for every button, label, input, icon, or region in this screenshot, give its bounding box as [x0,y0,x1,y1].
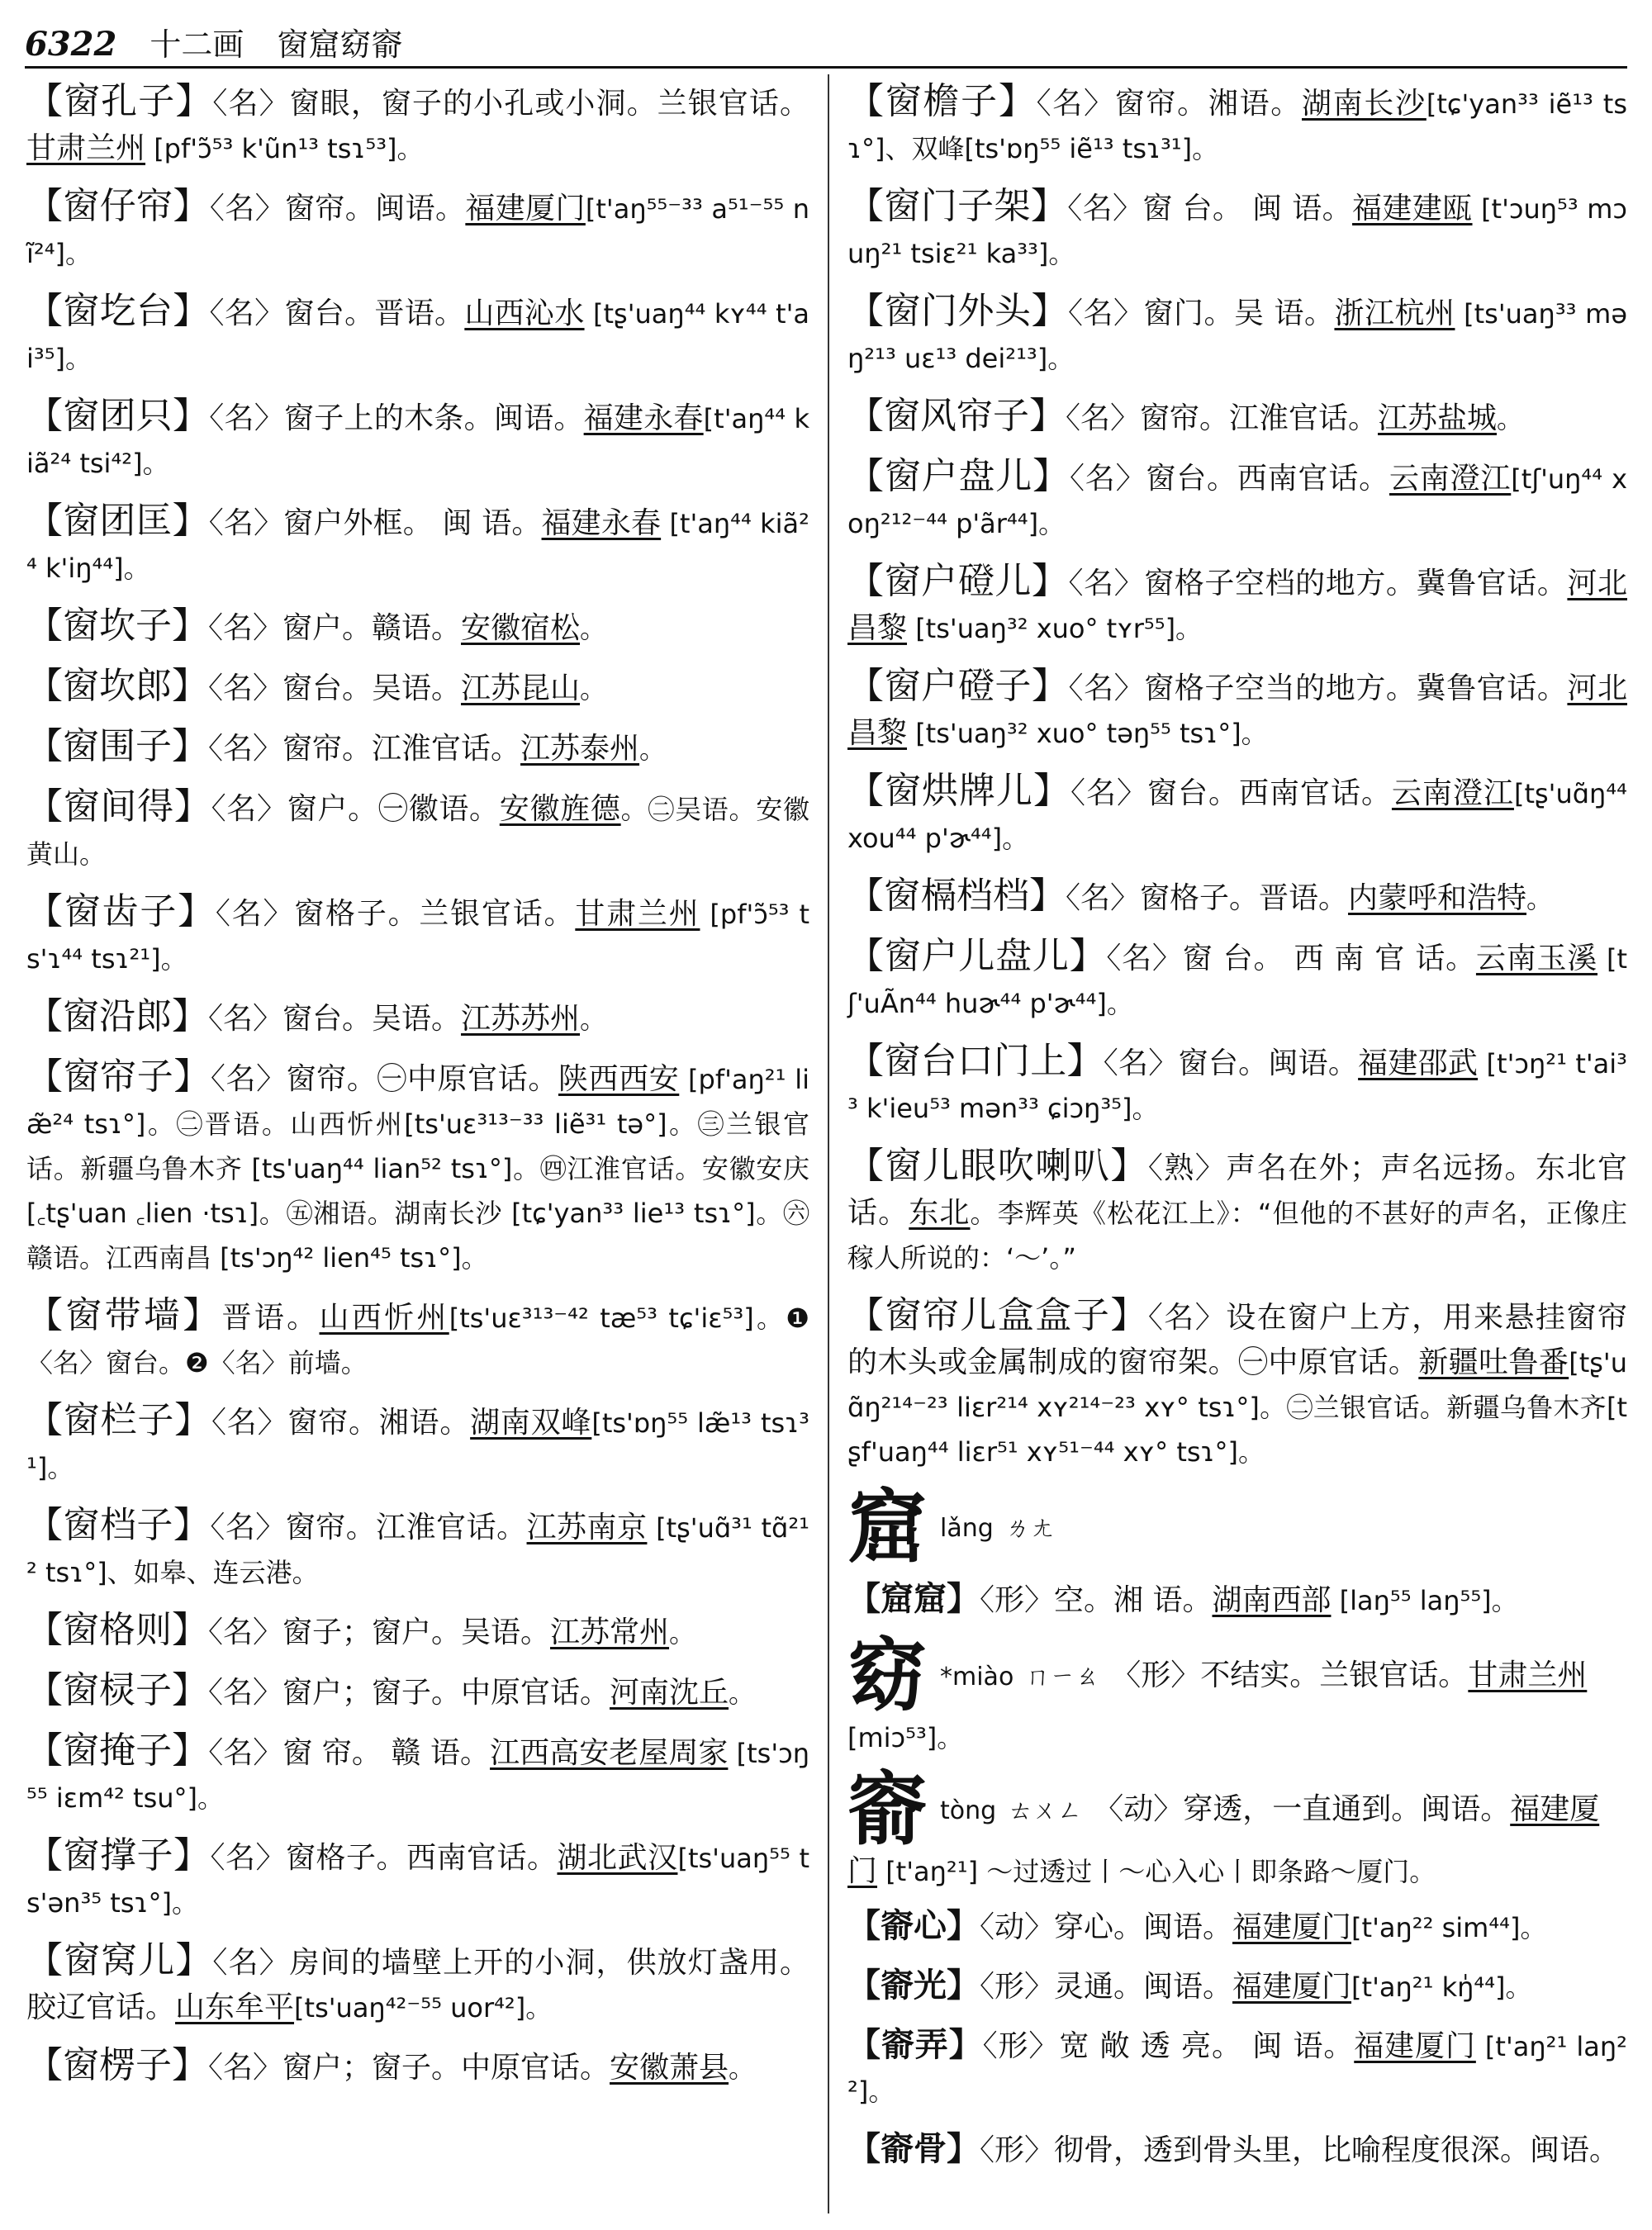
entry-definition: 〈名〉窗格子。兰银官话。 [215,897,576,931]
column-divider [828,74,829,2213]
section-label: 十二画 [150,26,244,64]
dict-entry [847,2127,1627,2173]
entry-definition: 〈名〉窗台。西南官话。 [1070,776,1392,810]
entry-place: 云南澄江 [1389,462,1512,496]
dict-entry [847,559,1627,651]
entry-definition: 〈名〉窗帘。江淮官话。 [210,1511,527,1544]
entry-headword: 【窗户磴子】 [847,665,1069,707]
entry-headword: 【窗团匡】 [26,500,209,542]
entry-place: 江苏南京 [526,1511,648,1544]
entry-pronunciation: [tʂ'uɑ̃³¹ tɑ̃²¹² tsɿ°]、如皋、连云港。 [26,1512,809,1588]
entry-pronunciation: [pf'aŋ²¹ liæ̃²⁴ tsɿ°]。㊁晋语。山西忻州[ts'uɛ³¹³⁻³³ liẽ³¹ tə°]。㊂兰银官话。新疆乌鲁木齐 [ts'uaŋ⁴⁴ lian⁵² tsɿ°]。㊃江淮官话。安徽安庆 [꜀tʂ'uan ꜀lien ·tsɿ]。㊄湘语。湖南长沙 [tɕ'yan³³ lie¹³ tsɿ°]。㊅赣语。江西南昌 [ts'ɔŋ⁴² lien⁴⁵ tsɿ°]。 [26,1064,809,1274]
entry-place: 福建厦门 [847,1792,1600,1888]
entry-place: 河北昌黎 [847,671,1627,750]
dict-entry [847,1904,1627,1950]
dict-entry [26,1668,809,1715]
dict-entry [847,1577,1627,1623]
dict-entry [847,1144,1627,1280]
dict-entry [847,289,1627,381]
entry-pronunciation: [t'ɔuŋ⁵³ mɔuŋ²¹ tsiɛ²¹ ka³³]。 [847,193,1627,269]
entry-headword: 【窗栏子】 [26,1399,211,1441]
entry-place: 河南沈丘 [610,1676,729,1710]
entry-headword: 【窗帘子】 [26,1056,211,1098]
entry-pronunciation: [tʃ'uÃn⁴⁴ huɚ⁴⁴ p'ɚ⁴⁴]。 [847,943,1628,1019]
left-column [26,79,809,2104]
character-heading-tong [847,1763,1627,1894]
entry-pronunciation: 。李辉英《松花江上》：“但他的不甚好的声名，正像庄稼人所说的：‘～’。” [847,1198,1627,1274]
entry-place: 福建永春 [583,401,704,435]
entry-definition: 〈形〉空。湘 语。 [980,1583,1213,1617]
entry-headword: 【窬光】 [847,1967,980,2005]
entry-place: 山西沁水 [464,297,585,330]
dict-entry [26,1834,809,1925]
entry-pronunciation: 。 [1497,403,1524,434]
entry-pronunciation: 。 [729,2052,756,2084]
entry-headword: 【窗撑子】 [26,1834,211,1877]
entry-place: 福建建瓯 [1352,192,1473,225]
header-chars: 窗窟窈窬 [277,26,403,64]
entry-headword: 【窬弄】 [847,2026,983,2064]
right-column [847,79,1627,2186]
entry-definition: 〈名〉窗门。吴 语。 [1068,297,1335,330]
entry-definition: 〈名〉窗户。㊀徽语。 [211,792,500,826]
entry-headword: 【窟窟】 [847,1580,980,1618]
entry-place: 江西高安老屋周家 [490,1736,729,1770]
header-rule [25,66,1627,69]
entry-headword: 【窗户儿盘儿】 [847,935,1107,977]
entry-definition: 〈动〉穿心。闽语。 [980,1910,1233,1944]
pinyin: *miào [940,1663,1014,1691]
dict-entry [847,769,1627,861]
entry-definition: 〈名〉窗格子空当的地方。冀鲁官话。 [1068,671,1568,705]
entry-headword: 【窗围子】 [26,725,208,767]
entry-definition: 〈名〉窗户。赣语。 [208,611,462,645]
dict-entry [847,934,1627,1026]
dict-entry [26,1398,809,1490]
entry-pronunciation: [tʂ'uɑ̃ŋ⁴⁴ xou⁴⁴ p'ɚ⁴⁴]。 [847,778,1627,854]
entry-place: 湖南双峰 [470,1406,592,1440]
zhuyin: ㄊㄨㄥ [1008,1796,1083,1825]
entry-definition: 〈名〉窗格子。晋语。 [1066,881,1349,915]
entry-pronunciation: [ts'uaŋ⁵⁵ ts'ən³⁵ tsɿ°]。 [26,1843,809,1919]
entry-definition: 〈名〉窗 帘。 赣 语。 [208,1736,491,1770]
entry-place: 陕西西安 [558,1062,680,1096]
dict-entry [847,394,1627,441]
entry-pronunciation: [t'aŋ⁵⁵⁻³³ a⁵¹⁻⁵⁵ nĩ²⁴]。 [26,193,809,269]
entry-definition: 〈名〉窗帘。㊀中原官话。 [210,1062,558,1096]
page-number: 6322 [25,25,117,64]
dict-entry [26,1293,809,1385]
entry-definition: 〈名〉窗眼，窗子的小孔或小洞。兰银官话。 [212,87,809,121]
dict-entry [847,184,1627,276]
entry-headword: 【窗团只】 [26,395,210,437]
entry-headword: 【窗掩子】 [26,1729,209,1772]
entry-pronunciation: [pf'ɔ̃⁵³ k'ũn¹³ tsɿ⁵³]。 [145,133,424,164]
entry-definition: 〈名〉窗格子空档的地方。冀鲁官话。 [1068,567,1568,600]
dict-entry [26,1055,809,1280]
entry-headword: 【窬骨】 [847,2130,980,2168]
pinyin: tòng [940,1796,997,1825]
entry-pronunciation: [t'aŋ⁴⁴ kiã²⁴ k'iŋ⁴⁴]。 [26,508,809,584]
dict-entry [26,499,809,591]
entry-place: 福建厦门 [1232,1910,1352,1944]
entry-pronunciation: [ts'uaŋ³³ məŋ²¹³ uɛ¹³ dei²¹³]。 [847,298,1627,374]
entry-headword: 【窗门子架】 [847,185,1068,227]
entry-pronunciation: [t'aŋ²¹ laŋ²²]。 [847,2031,1627,2107]
entry-definition: 〈名〉窗帘。湘语。 [211,1406,471,1440]
dict-entry [26,1503,809,1595]
entry-place: 湖南西部 [1212,1583,1332,1617]
entry-place: 江苏盐城 [1378,401,1498,435]
entry-place: 江苏常州 [550,1616,670,1649]
entry-definition: 〈形〉不结实。兰银官话。 [1111,1658,1469,1692]
entry-place: 东北 [909,1196,971,1230]
zhuyin: ㄇㄧㄠ [1025,1663,1100,1691]
dict-entry [847,1293,1627,1474]
entry-place: 山东牟平 [175,1990,295,2024]
entry-place: 内蒙呼和浩特 [1348,881,1527,915]
dict-entry [26,1938,809,2030]
entry-place: 福建厦门 [1354,2029,1476,2063]
entry-definition: 晋语。 [221,1301,320,1335]
entry-place: 浙江杭州 [1334,297,1455,330]
entry-headword: 【窗孔子】 [26,80,213,122]
entry-headword: 【窗户磴儿】 [847,560,1069,602]
entry-place: 新疆吐鲁番 [1418,1345,1569,1379]
entry-definition: 〈名〉窗户；窗子。中原官话。 [208,2051,610,2085]
entry-pronunciation: 。 [580,613,607,644]
entry-definition: 〈形〉灵通。闽语。 [980,1970,1233,2004]
entry-pronunciation: 。 [1526,883,1554,914]
entry-definition: 〈名〉房间的墙壁上开的小洞，供放灯盏用。胶辽官话。 [26,1946,809,2024]
entry-headword: 【窗帘儿盒盒子】 [847,1294,1148,1336]
entry-headword: 【窗楞子】 [26,2044,208,2086]
character-heading-miao [847,1629,1627,1760]
dict-entry [26,1729,809,1820]
entry-place: 福建厦门 [465,192,586,225]
entry-definition: 〈名〉窗台。晋语。 [209,297,465,330]
entry-definition: 〈名〉设在窗户上方，用来悬挂窗帘的木头或金属制成的窗帘架。㊀中原官话。 [847,1301,1627,1379]
entry-pronunciation: [tʂ'uɑ̃ŋ²¹⁴⁻²³ liɛr²¹⁴ xʏ²¹⁴⁻²³ xʏ° tsɿ°]。㊁兰银官话。新疆乌鲁木齐[tʂf'uaŋ⁴⁴ liɛr⁵¹ xʏ⁵¹⁻⁴⁴ xʏ° tsɿ°]。 [847,1347,1627,1468]
entry-headword: 【窗仔帘】 [26,185,210,227]
entry-place: 山西忻州 [319,1301,449,1335]
dict-entry [26,994,809,1041]
entry-definition: 〈名〉窗台。吴语。 [208,671,462,705]
entry-definition: 〈形〉彻骨，透到骨头里，比喻程度很深。闽语。 [980,2133,1620,2167]
entry-headword: 【窗格则】 [26,1609,208,1651]
entry-headword: 【窗门外头】 [847,290,1068,332]
head-character: 窬 [847,1763,927,1856]
entry-pronunciation: [pf'ɔ̃⁵³ ts'ɿ⁴⁴ tsɿ²¹]。 [26,899,810,975]
entry-pronunciation: 。 [580,1004,607,1035]
entry-definition: 〈名〉窗户外框。 闽 语。 [208,506,542,540]
entry-pronunciation: [ts'uaŋ⁴²⁻⁵⁵ uor⁴²]。 [294,1992,553,2024]
entry-definition: 〈名〉窗帘。江淮官话。 [208,732,521,766]
entry-definition: 〈名〉窗台。闽语。 [1103,1046,1359,1080]
entry-headword: 【窗棂子】 [26,1669,208,1711]
dict-entry [26,2043,809,2090]
entry-place: 云南澄江 [1391,776,1514,810]
entry-pronunciation: [ts'ɔŋ⁵⁵ iɛm⁴² tsu°]。 [26,1738,809,1814]
entry-definition: 〈名〉窗帘。湘语。 [1036,87,1302,121]
entry-place: 甘肃兰州 [26,131,146,165]
dict-entry [847,664,1627,756]
entry-definition: 〈名〉窗格子。西南官话。 [210,1841,558,1875]
entry-definition: 〈名〉窗帘。江淮官话。 [1066,401,1379,435]
character-heading-lang [847,1480,1627,1573]
entry-pronunciation: [ts'uaŋ³² xuo° təŋ⁵⁵ tsɿ°]。 [907,718,1268,749]
dict-entry [26,394,809,486]
entry-headword: 【窬心】 [847,1907,980,1945]
entry-definition: 〈名〉窗子；窗户。吴语。 [208,1616,551,1649]
dict-entry [847,1039,1627,1131]
dict-entry [26,890,809,981]
entry-pronunciation: 。㊁吴语。安徽黄山。 [26,794,809,870]
entry-pronunciation: [miɔ⁵³]。 [847,1722,964,1753]
page-header [25,17,1627,63]
dict-entry [847,874,1627,921]
entry-place: 江苏昆山 [461,671,581,705]
entry-headword: 【窗圪台】 [26,290,210,332]
entry-pronunciation: [ts'uaŋ³² xuo° tʏr⁵⁵]。 [907,613,1203,644]
entry-place: 江苏泰州 [520,732,640,766]
dict-entry [26,604,809,651]
dict-entry [26,724,809,771]
entry-definition: 〈名〉窗子上的木条。闽语。 [209,401,584,435]
entry-pronunciation: [tʃ'uŋ⁴⁴ xoŋ²¹²⁻⁴⁴ p'ãr⁴⁴]。 [847,463,1628,539]
entry-definition: 〈名〉窗户；窗子。中原官话。 [208,1676,610,1710]
entry-definition: 〈名〉窗台。吴语。 [208,1002,462,1036]
entry-place: 安徽旌德 [499,792,621,826]
dict-entry [26,664,809,711]
entry-pronunciation: [t'ɔŋ²¹ t'ai³³ k'ieu⁵³ mən³³ ɕiɔŋ³⁵]。 [847,1048,1627,1124]
entry-definition: 〈熟〉声名在外；声名远扬。东北官话。 [847,1151,1627,1230]
dict-entry [847,2023,1627,2114]
entry-place: 甘肃兰州 [575,897,700,931]
entry-headword: 【窗带墙】 [26,1294,222,1336]
entry-pronunciation: [tɕ'yan³³ iẽ¹³ tsɿ°]、双峰[ts'ɒŋ⁵⁵ iẽ¹³ tsɿ³¹]。 [847,88,1627,164]
entry-place: 湖南长沙 [1302,87,1427,121]
dict-entry [847,79,1627,171]
entry-headword: 【窗沿郎】 [26,995,208,1037]
entry-pronunciation: [t'aŋ⁴⁴ kiã²⁴ tsi⁴²]。 [26,403,809,479]
entry-definition: 〈动〉穿透，一直通到。闽语。 [1094,1792,1511,1826]
dict-entry [26,785,809,876]
dict-entry [26,289,809,381]
entry-headword: 【窗窝儿】 [26,1939,213,1981]
dict-entry [847,454,1627,546]
dict-entry [26,184,809,276]
entry-headword: 【窗户盘儿】 [847,455,1070,497]
entry-place: 安徽宿松 [461,611,581,645]
entry-headword: 【窗坎郎】 [26,665,208,707]
entry-headword: 【窗儿眼吹喇叭】 [847,1145,1148,1187]
dict-entry [26,1608,809,1655]
entry-place: 福建邵武 [1358,1046,1479,1080]
entry-pronunciation: 。 [729,1677,756,1709]
entry-definition: 〈形〉宽 敞 透 亮。 闽 语。 [982,2029,1355,2063]
entry-headword: 【窗齿子】 [26,890,216,932]
entry-place: 福建永春 [541,506,662,540]
entry-pronunciation: [t'aŋ²¹] ～过透过丨～心入心丨即条路～厦门。 [877,1856,1436,1887]
entry-place: 河北昌黎 [847,567,1627,645]
entry-place: 湖北武汉 [557,1841,678,1875]
dict-entry [26,79,809,171]
entry-headword: 【窗档子】 [26,1504,211,1546]
entry-pronunciation: 。 [669,1617,696,1649]
entry-headword: 【窗坎子】 [26,605,208,647]
entry-definition: 〈名〉窗 台。 西 南 官 话。 [1106,942,1476,975]
entry-headword: 【窗槅档档】 [847,875,1066,917]
entry-place: 安徽萧县 [610,2051,729,2085]
entry-headword: 【窗风帘子】 [847,395,1066,437]
entry-place: 云南玉溪 [1475,942,1598,975]
entry-place: 福建厦门 [1232,1970,1352,2004]
entry-place: 江苏苏州 [461,1002,581,1036]
entry-definition: 〈名〉窗 台。 闽 语。 [1067,192,1353,225]
entry-definition: 〈名〉窗帘。闽语。 [209,192,466,225]
entry-headword: 【窗台口门上】 [847,1040,1104,1082]
entry-pronunciation: 。 [580,673,607,705]
head-character: 窟 [847,1480,927,1573]
zhuyin: ㄌㄤ [1004,1514,1055,1543]
entry-headword: 【窗间得】 [26,785,211,828]
entry-pronunciation: 。 [639,733,667,765]
entry-pronunciation: [ts'ɒŋ⁵⁵ læ̃¹³ tsɿ³¹]。 [26,1407,809,1483]
entry-headword: 【窗檐子】 [847,80,1037,122]
entry-pronunciation: [ts'uɛ³¹³⁻⁴² tæ⁵³ tɕ'iɛ⁵³]。❶〈名〉窗台。❷〈名〉前墙。 [26,1302,809,1378]
head-character: 窈 [847,1629,927,1722]
entry-headword: 【窗烘牌儿】 [847,770,1070,812]
entry-definition: 〈名〉窗台。西南官话。 [1069,462,1389,496]
entry-pronunciation: [tʂ'uaŋ⁴⁴ kʏ⁴⁴ t'ai³⁵]。 [26,298,809,374]
entry-pronunciation: [t'aŋ²² sim⁴⁴]。 [1351,1912,1547,1943]
pinyin: lǎng [940,1514,994,1543]
dict-entry [847,1963,1627,2009]
entry-place: 甘肃兰州 [1468,1658,1588,1692]
entry-pronunciation: [laŋ⁵⁵ laŋ⁵⁵]。 [1331,1585,1518,1616]
entry-pronunciation: [t'aŋ²¹ kŋ̍⁴⁴]。 [1351,1971,1532,2003]
